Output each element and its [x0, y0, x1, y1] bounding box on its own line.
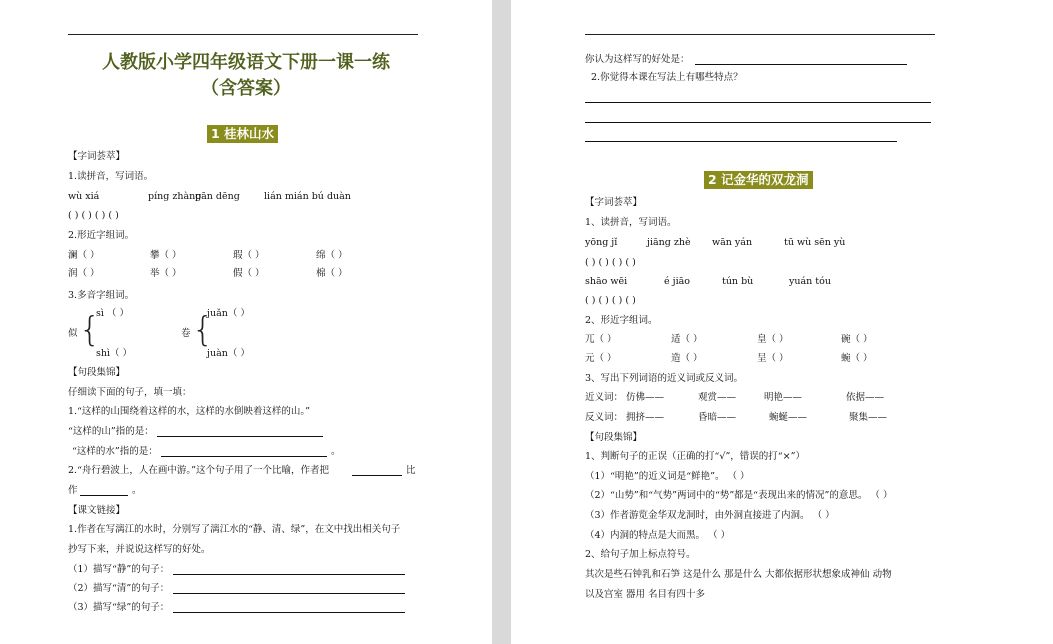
- section-heading: 【句段集锦】: [585, 432, 643, 443]
- word-item: 昏暗——: [698, 412, 737, 423]
- fill-prompt: 你认为这样写的好处是：: [585, 54, 690, 65]
- fill-prompt: （2）描写“清”的句子：: [68, 583, 170, 594]
- pinyin: wān yán: [712, 237, 753, 248]
- question-text: 1、判断句子的正误（正确的打“√”，错误的打“×”）: [585, 451, 805, 462]
- answer-line: [352, 475, 402, 476]
- answer-line: [173, 574, 405, 575]
- word-item: 攀（ ）: [150, 250, 182, 261]
- instruction-text: 仔细读下面的句子，填一填：: [68, 387, 192, 398]
- word-item: 举（ ）: [150, 268, 182, 279]
- pinyin: yōng jǐ: [585, 237, 618, 248]
- pinyin: shāo wēi: [585, 276, 628, 287]
- page-gap: [492, 0, 511, 644]
- word-item: 元（ ）: [585, 353, 617, 364]
- fill-prompt: “这样的山”指的是：: [68, 426, 154, 437]
- document-subtitle: （含答案）: [201, 78, 291, 99]
- answer-line: [585, 122, 931, 123]
- word-item: 明艳——: [764, 392, 803, 403]
- fill-prompt: “这样的水”指的是：: [72, 446, 158, 457]
- word-item: 造（ ）: [671, 353, 703, 364]
- brace-icon: {: [192, 310, 214, 350]
- word-item: 蜿（ ）: [841, 353, 873, 364]
- answer-line: [173, 593, 405, 594]
- pinyin: yuán tóu: [789, 276, 831, 287]
- judge-item: （1）“明艳”的近义词是“鲜艳”。 （ ）: [585, 471, 750, 482]
- word-item: 皇（ ）: [757, 334, 789, 345]
- answer-line: [695, 64, 907, 65]
- section-heading: 【句段集锦】: [68, 367, 126, 378]
- answer-line: [173, 612, 405, 613]
- polyphone-reading: shì（ ）: [96, 348, 133, 359]
- document-page-2: [511, 0, 1053, 644]
- answer-blanks: ( ) ( ) ( ) ( ): [585, 257, 636, 268]
- word-item: 绵（ ）: [316, 250, 348, 261]
- lesson-title-badge: 2 记金华的双龙洞: [704, 171, 813, 189]
- answer-line: [161, 456, 327, 457]
- question-text: 2.你觉得本课在写法上有哪些特点？: [591, 72, 743, 83]
- pinyin: é jiāo: [664, 276, 691, 287]
- brace-icon: {: [79, 310, 101, 350]
- sentence-text: 1.“这样的山围绕着这样的水，这样的水倒映着这样的山。”: [68, 406, 311, 417]
- section-heading: 【课文链接】: [68, 505, 126, 516]
- judge-item: （2）“山势”和“气势”两词中的“势”都是“表现出来的情况”的意思。 （ ）: [585, 490, 893, 501]
- sentence-text: 作: [68, 485, 78, 496]
- sentence-text: 以及宫室 器用 名目有四十多: [585, 589, 706, 600]
- header-rule: [68, 34, 418, 35]
- word-item: 适（ ）: [671, 334, 703, 345]
- question-text: 1、读拼音，写词语。: [585, 217, 677, 228]
- question-text: 2、形近字组词。: [585, 315, 658, 326]
- pinyin: wù xiá: [68, 191, 100, 202]
- word-item: 反义词： 拥挤——: [585, 412, 665, 423]
- answer-line: [585, 102, 931, 103]
- word-item: 蜿蜒——: [769, 412, 808, 423]
- fill-prompt: （3）描写“绿”的句子：: [68, 602, 170, 613]
- word-item: 假（ ）: [233, 268, 265, 279]
- header-rule: [585, 34, 935, 35]
- question-text: 1.作者在写漓江的水时，分别写了漓江水的“静、清、绿”，在文中找出相关句子: [68, 524, 401, 535]
- word-item: 呈（ ）: [757, 353, 789, 364]
- word-item: 近义词： 仿佛——: [585, 392, 665, 403]
- polyphone-char: 卷: [181, 328, 191, 339]
- word-item: 兀（ ）: [585, 334, 617, 345]
- judge-item: （3）作者游览金华双龙洞时，由外洞直接进了内洞。 （ ）: [585, 510, 835, 521]
- word-item: 润（ ）: [68, 268, 100, 279]
- document-page-1: [0, 0, 492, 644]
- question-text: 1.读拼音，写词语。: [68, 171, 154, 182]
- sentence-text: 2.“舟行碧波上，人在画中游。”这个句子用了一个比喻，作者把: [68, 465, 330, 476]
- sentence-text: 比: [406, 465, 416, 476]
- section-heading: 【字词荟萃】: [585, 197, 643, 208]
- word-item: 观赏——: [698, 392, 737, 403]
- polyphone-char: 似: [68, 328, 78, 339]
- answer-line: [157, 436, 323, 437]
- polyphone-reading: juǎn（ ）: [207, 308, 250, 319]
- word-item: 澜（ ）: [68, 250, 100, 261]
- question-text: 2.形近字组词。: [68, 230, 135, 241]
- polyphone-reading: juàn（ ）: [207, 348, 250, 359]
- answer-blanks: ( ) ( ) ( ) ( ): [585, 295, 636, 306]
- section-heading: 【字词荟萃】: [68, 151, 126, 162]
- word-item: 碗（ ）: [841, 334, 873, 345]
- question-text: 3.多音字组词。: [68, 290, 135, 301]
- punctuation: 。: [331, 446, 341, 457]
- word-item: 聚集——: [849, 412, 888, 423]
- answer-blanks: ( ) ( ) ( ) ( ): [68, 210, 119, 221]
- pinyin: píng zhàng: [148, 191, 202, 202]
- answer-line: [585, 141, 897, 142]
- word-item: 依据——: [846, 392, 885, 403]
- lesson-title-badge: 1 桂林山水: [207, 125, 278, 143]
- pinyin: jiāng zhè: [647, 237, 691, 248]
- document-title: 人教版小学四年级语文下册一课一练: [102, 52, 390, 73]
- fill-prompt: （1）描写“静”的句子：: [68, 564, 170, 575]
- punctuation: 。: [132, 485, 142, 496]
- question-text: 3、写出下列词语的近义词或反义词。: [585, 373, 744, 384]
- pinyin: pān dēng: [195, 191, 240, 202]
- question-text: 抄写下来，并说说这样写的好处。: [68, 544, 211, 555]
- word-item: 瑕（ ）: [233, 250, 265, 261]
- answer-line: [80, 495, 128, 496]
- judge-item: （4）内洞的特点是大而黑。 （ ）: [585, 530, 731, 541]
- question-text: 2、给句子加上标点符号。: [585, 549, 696, 560]
- polyphone-reading: sì （ ）: [96, 308, 129, 319]
- pinyin: tún bù: [722, 276, 754, 287]
- pinyin: tū wù sēn yù: [784, 237, 846, 248]
- sentence-text: 其次是些石钟乳和石笋 这是什么 那是什么 大都依据形状想象成神仙 动物: [585, 569, 892, 580]
- word-item: 棉（ ）: [316, 268, 348, 279]
- pinyin: lián mián bú duàn: [264, 191, 351, 202]
